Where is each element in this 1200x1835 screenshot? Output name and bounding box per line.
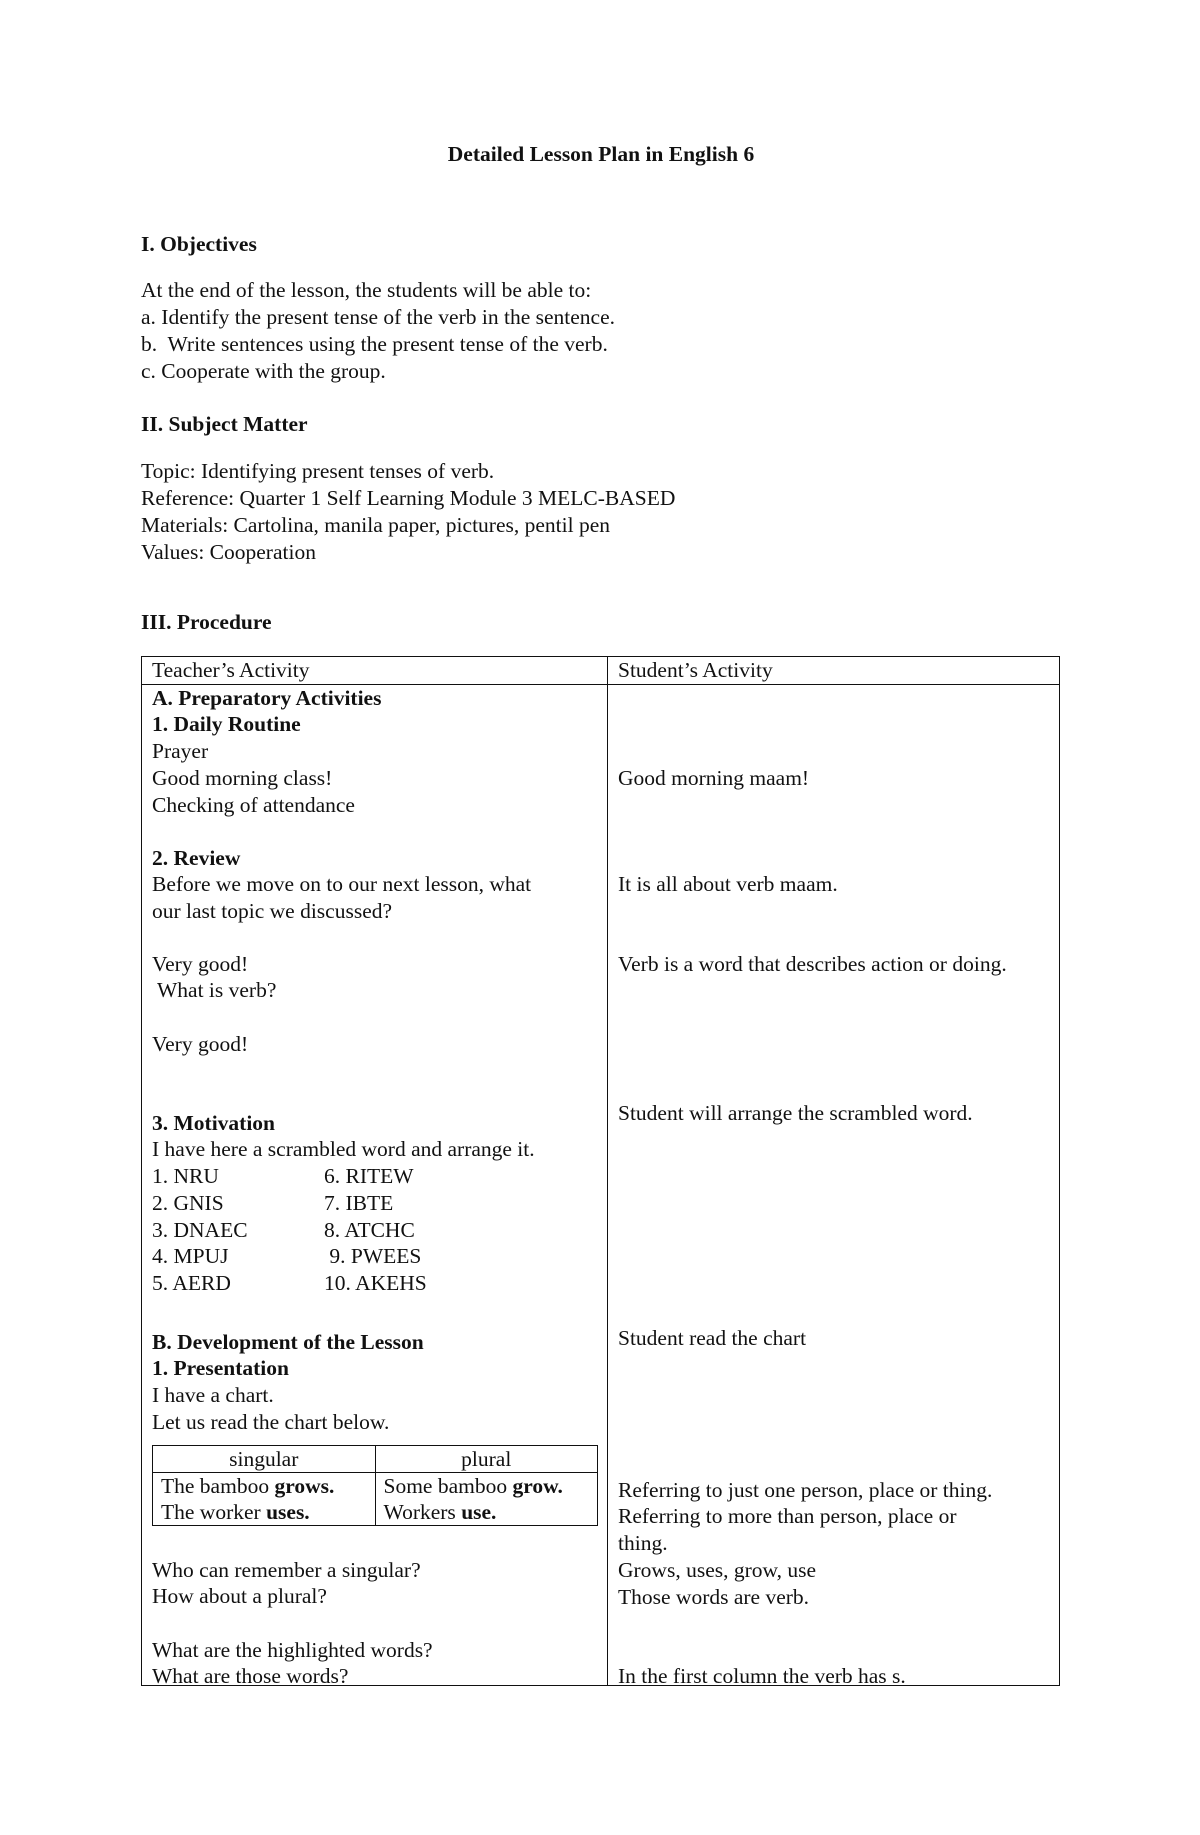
prep-heading: A. Preparatory Activities (152, 685, 382, 710)
highlighted-verb: use. (461, 1499, 497, 1524)
chart-singular-cell (153, 1472, 376, 1525)
student-response: Grows, uses, grow, use (618, 1557, 817, 1582)
teacher-activity-header: Teacher’s Activity (142, 657, 608, 685)
student-activity-header: Student’s Activity (608, 657, 1060, 685)
scrambled-word: 6. RITEW (324, 1164, 414, 1189)
objective-item: b. Write sentences using the present tense of the verb. (141, 332, 608, 356)
student-response: Verb is a word that describes action or doing. (618, 951, 1007, 976)
subject-values: Values: Cooperation (141, 540, 316, 564)
subject-reference: Reference: Quarter 1 Self Learning Module 3 MELC-BASED (141, 486, 676, 510)
scrambled-row (152, 1190, 597, 1217)
scrambled-row (152, 1270, 597, 1297)
subject-matter-list (141, 458, 675, 566)
routine-line: Good morning class! (152, 765, 333, 790)
review-line: our last topic we discussed? (152, 899, 393, 924)
student-activity-cell (608, 684, 1060, 1688)
motivation-heading: 3. Motivation (152, 1110, 276, 1135)
student-response: Referring to more than person, place or (618, 1504, 957, 1529)
scrambled-word: 9. PWEES (324, 1244, 422, 1269)
chart-sentence (161, 1499, 367, 1525)
objectives-heading: I. Objectives (141, 232, 257, 256)
scrambled-row (152, 1163, 597, 1190)
procedure-body-row (142, 684, 1060, 1685)
student-response: It is all about verb maam. (618, 871, 838, 896)
chart-header-singular: singular (153, 1445, 376, 1472)
scrambled-word: 1. NRU (152, 1164, 219, 1189)
page-title: Detailed Lesson Plan in English 6 (447, 142, 755, 166)
student-response: Good morning maam! (618, 765, 810, 790)
chart-sentence (384, 1499, 590, 1525)
student-response: Student will arrange the scrambled word. (618, 1100, 973, 1125)
scrambled-row (152, 1243, 597, 1270)
singular-plural-chart (152, 1445, 598, 1526)
presentation-heading: 1. Presentation (152, 1356, 289, 1381)
procedure-table (141, 656, 1060, 1689)
highlighted-verb: uses. (266, 1499, 310, 1524)
student-response: Student read the chart (618, 1325, 807, 1350)
review-line: Before we move on to our next lesson, what (152, 872, 532, 897)
review-line: Very good! (152, 1031, 249, 1056)
objectives-list (141, 277, 615, 385)
scrambled-row (152, 1217, 597, 1244)
scrambled-word: 5. AERD (152, 1270, 231, 1295)
objective-item: c. Cooperate with the group. (141, 359, 386, 383)
chart-plural-cell (375, 1472, 598, 1525)
chart-header-plural: plural (375, 1445, 598, 1472)
development-heading: B. Development of the Lesson (152, 1329, 424, 1354)
subject-materials: Materials: Cartolina, manila paper, pictures, pentil pen (141, 513, 611, 537)
presentation-line: I have a chart. (152, 1383, 274, 1408)
scrambled-word: 7. IBTE (324, 1190, 394, 1215)
student-response: thing. (618, 1531, 668, 1556)
highlighted-verb: grow. (512, 1473, 563, 1498)
scrambled-word: 3. DNAEC (152, 1217, 248, 1242)
question-line: How about a plural? (152, 1584, 327, 1609)
sentence-text: Workers (383, 1499, 462, 1524)
student-response: In the first column the verb has s. (618, 1663, 906, 1688)
student-response: Those words are verb. (618, 1584, 810, 1609)
routine-heading: 1. Daily Routine (152, 712, 301, 737)
objectives-intro: At the end of the lesson, the students will be able to: (141, 278, 592, 302)
question-line: Who can remember a singular? (152, 1557, 421, 1582)
subject-topic: Topic: Identifying present tenses of verb. (141, 459, 495, 483)
review-line: Very good! (152, 951, 249, 976)
procedure-heading: III. Procedure (141, 610, 272, 634)
chart-sentence (384, 1473, 590, 1499)
question-line: What are the highlighted words? (152, 1637, 433, 1662)
scrambled-word: 8. ATCHC (324, 1217, 415, 1242)
highlighted-verb: grows. (274, 1473, 335, 1498)
procedure-header-row (142, 657, 1060, 685)
routine-line: Prayer (152, 739, 209, 764)
scrambled-word: 10. AKEHS (324, 1270, 427, 1295)
scrambled-word: 2. GNIS (152, 1190, 224, 1215)
review-line: What is verb? (152, 978, 277, 1003)
teacher-activity-cell (142, 684, 608, 1689)
scrambled-word: 4. MPUJ (152, 1244, 229, 1269)
objective-item: a. Identify the present tense of the verb in the sentence. (141, 305, 616, 329)
sentence-text: The bamboo (161, 1473, 275, 1498)
motivation-intro: I have here a scrambled word and arrange it. (152, 1137, 535, 1162)
subject-matter-heading: II. Subject Matter (141, 412, 308, 436)
sentence-text: The worker (161, 1499, 267, 1524)
question-line: What are those words? (152, 1664, 349, 1689)
student-response: Referring to just one person, place or thing. (618, 1477, 993, 1502)
routine-line: Checking of attendance (152, 792, 355, 817)
sentence-text: Some bamboo (383, 1473, 513, 1498)
review-heading: 2. Review (152, 845, 241, 870)
presentation-line: Let us read the chart below. (152, 1409, 390, 1434)
chart-sentence (161, 1473, 367, 1499)
